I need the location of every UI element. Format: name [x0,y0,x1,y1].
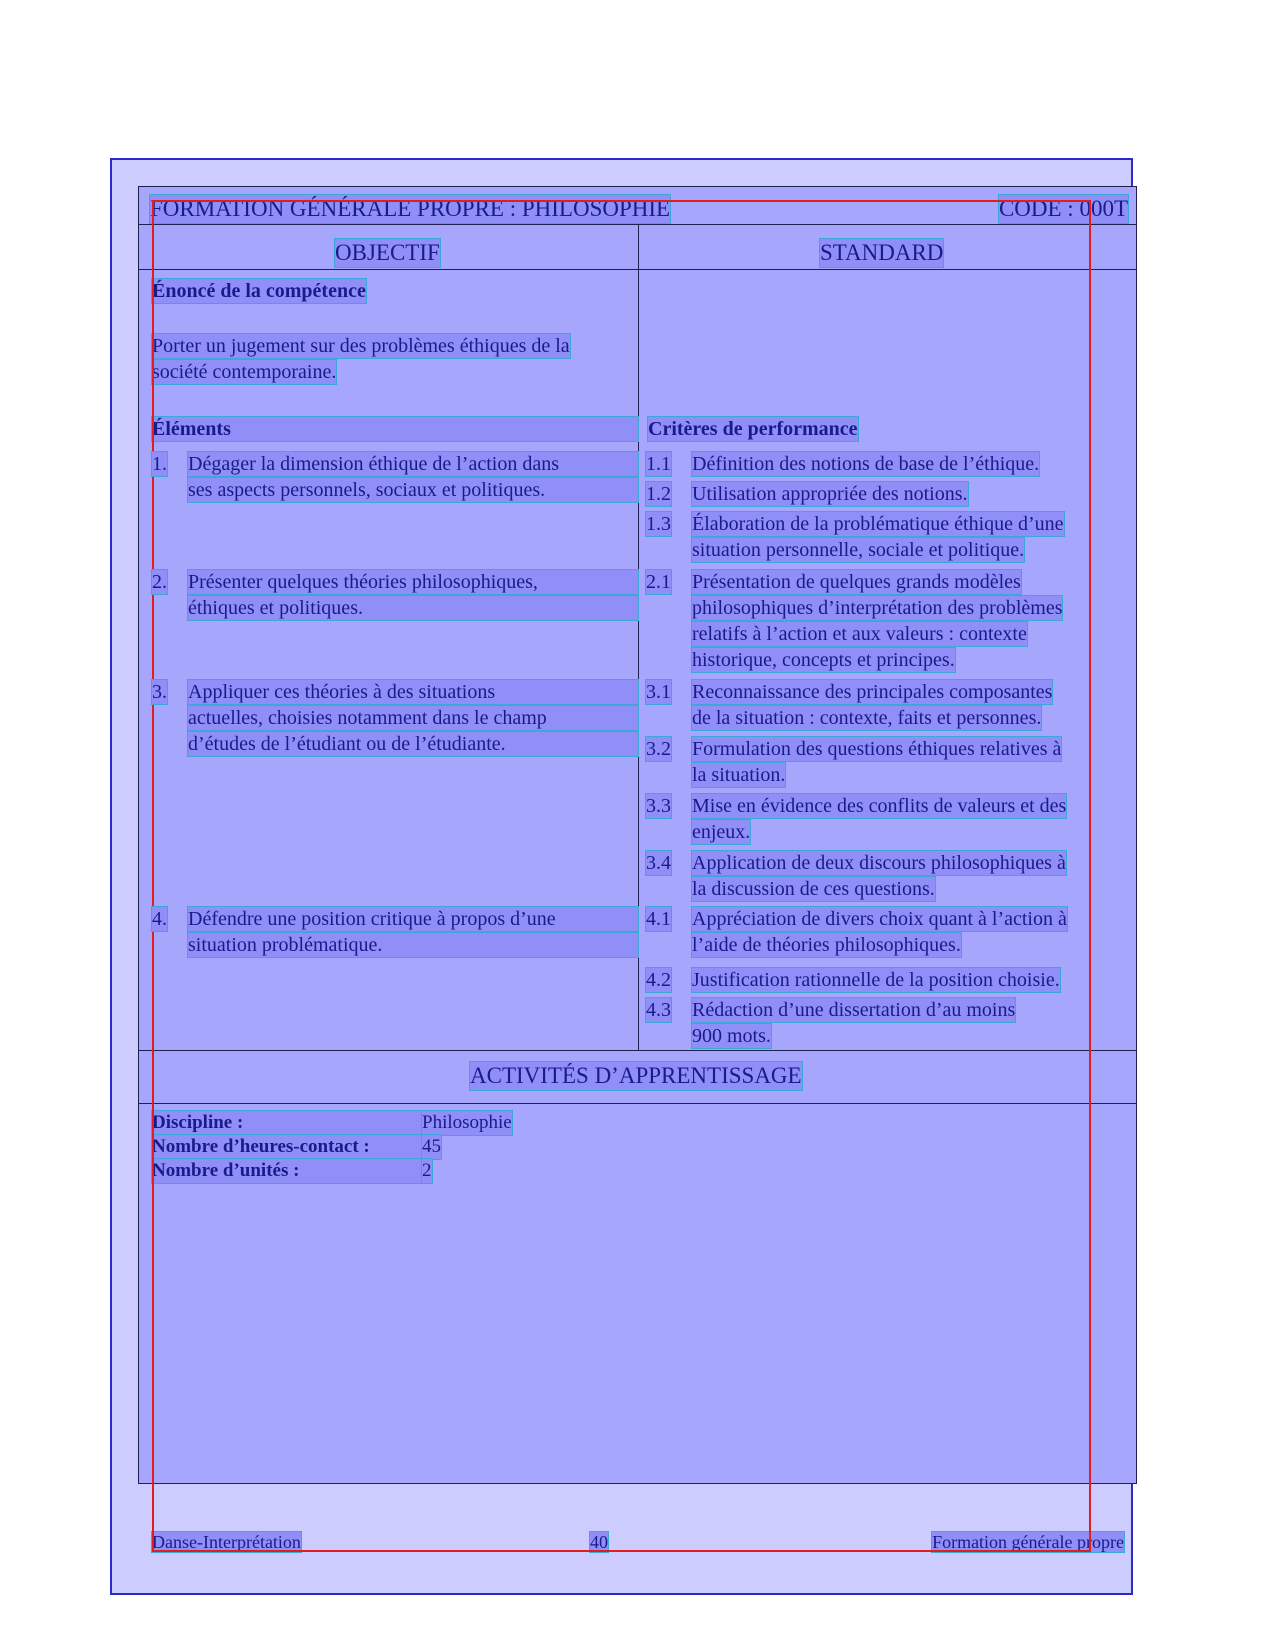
criterion-text: Présentation de quelques grands modèles [692,571,1021,593]
competence-statement: société contemporaine. [152,361,337,383]
element-text: Dégager la dimension éthique de l’action dans [188,452,638,476]
element-text: d’études de l’étudiant ou de l’étudiante. [188,732,638,756]
discipline-value: Philosophie [422,1112,512,1133]
criterion-number: 1.1 [646,453,671,475]
criterion-text: enjeux. [692,821,751,843]
criterion-text: Reconnaissance des principales composantes [692,681,1053,703]
criteria-heading: Critères de performance [648,418,858,440]
units-label: Nombre d’unités : [152,1159,422,1183]
criterion-text: Application de deux discours philosophiques à [692,852,1066,874]
criterion-number: 3.1 [646,681,671,703]
element-text: actuelles, choisies notamment dans le champ [188,706,638,730]
footer-section: Formation générale propre [932,1532,1124,1552]
activities-heading: ACTIVITÉS D’APPRENTISSAGE [470,1063,802,1088]
element-number: 2. [152,571,167,593]
footer-program: Danse-Interprétation [152,1532,301,1552]
criterion-number: 1.3 [646,513,671,535]
criterion-number: 4.3 [646,999,671,1021]
element-text: situation problématique. [188,933,638,957]
criterion-number: 4.2 [646,969,671,991]
criterion-text: l’aide de théories philosophiques. [692,934,961,956]
criterion-text: Appréciation de divers choix quant à l’action à [692,908,1067,930]
element-text: Défendre une position critique à propos d’une [188,907,638,931]
criterion-number: 4.1 [646,908,671,930]
element-text: Présenter quelques théories philosophiques, [188,570,638,594]
criterion-text: Utilisation appropriée des notions. [692,483,968,505]
criterion-text: Rédaction d’une dissertation d’au moins [692,999,1016,1021]
criterion-text: situation personnelle, sociale et politique. [692,539,1025,561]
criterion-text: la discussion de ces questions. [692,878,935,900]
document-title: FORMATION GÉNÉRALE PROPRE : PHILOSOPHIE [150,196,671,221]
criterion-number: 2.1 [646,571,671,593]
criterion-number: 3.4 [646,852,671,874]
competence-statement: Porter un jugement sur des problèmes éthiques de la [152,335,570,357]
column-header-objectif: OBJECTIF [335,240,440,265]
page-number: 40 [590,1532,608,1552]
element-number: 1. [152,453,167,475]
discipline-label: Discipline : [152,1111,422,1135]
element-number: 4. [152,908,167,930]
divider [138,1050,1137,1051]
column-header-standard: STANDARD [820,240,944,265]
criterion-number: 3.3 [646,795,671,817]
criterion-text: relatifs à l’action et aux valeurs : contexte [692,623,1027,645]
element-number: 3. [152,681,167,703]
criterion-text: Élaboration de la problématique éthique d’une [692,513,1064,535]
elements-heading: Éléments [152,417,638,441]
criterion-text: Justification rationnelle de la position choisie. [692,969,1060,991]
criterion-text: de la situation : contexte, faits et personnes. [692,707,1042,729]
criterion-text: la situation. [692,764,786,786]
criterion-text: Définition des notions de base de l’éthique. [692,453,1040,475]
column-divider [638,224,639,1050]
course-code: CODE : 000T [998,196,1128,221]
divider [138,1103,1137,1104]
criterion-text: philosophiques d’interprétation des problèmes [692,597,1063,619]
element-text: éthiques et politiques. [188,596,638,620]
hours-label: Nombre d’heures-contact : [152,1135,422,1159]
hours-value: 45 [422,1136,441,1157]
criterion-text: Formulation des questions éthiques relatives à [692,738,1062,760]
criterion-number: 3.2 [646,738,671,760]
units-value: 2 [422,1160,432,1181]
element-text: ses aspects personnels, sociaux et politiques. [188,478,638,502]
element-text: Appliquer ces théories à des situations [188,680,638,704]
criterion-text: historique, concepts et principes. [692,649,955,671]
criterion-text: Mise en évidence des conflits de valeurs et des [692,795,1067,817]
criterion-number: 1.2 [646,483,671,505]
competence-heading: Énoncé de la compétence [152,280,366,302]
criterion-text: 900 mots. [692,1025,771,1047]
